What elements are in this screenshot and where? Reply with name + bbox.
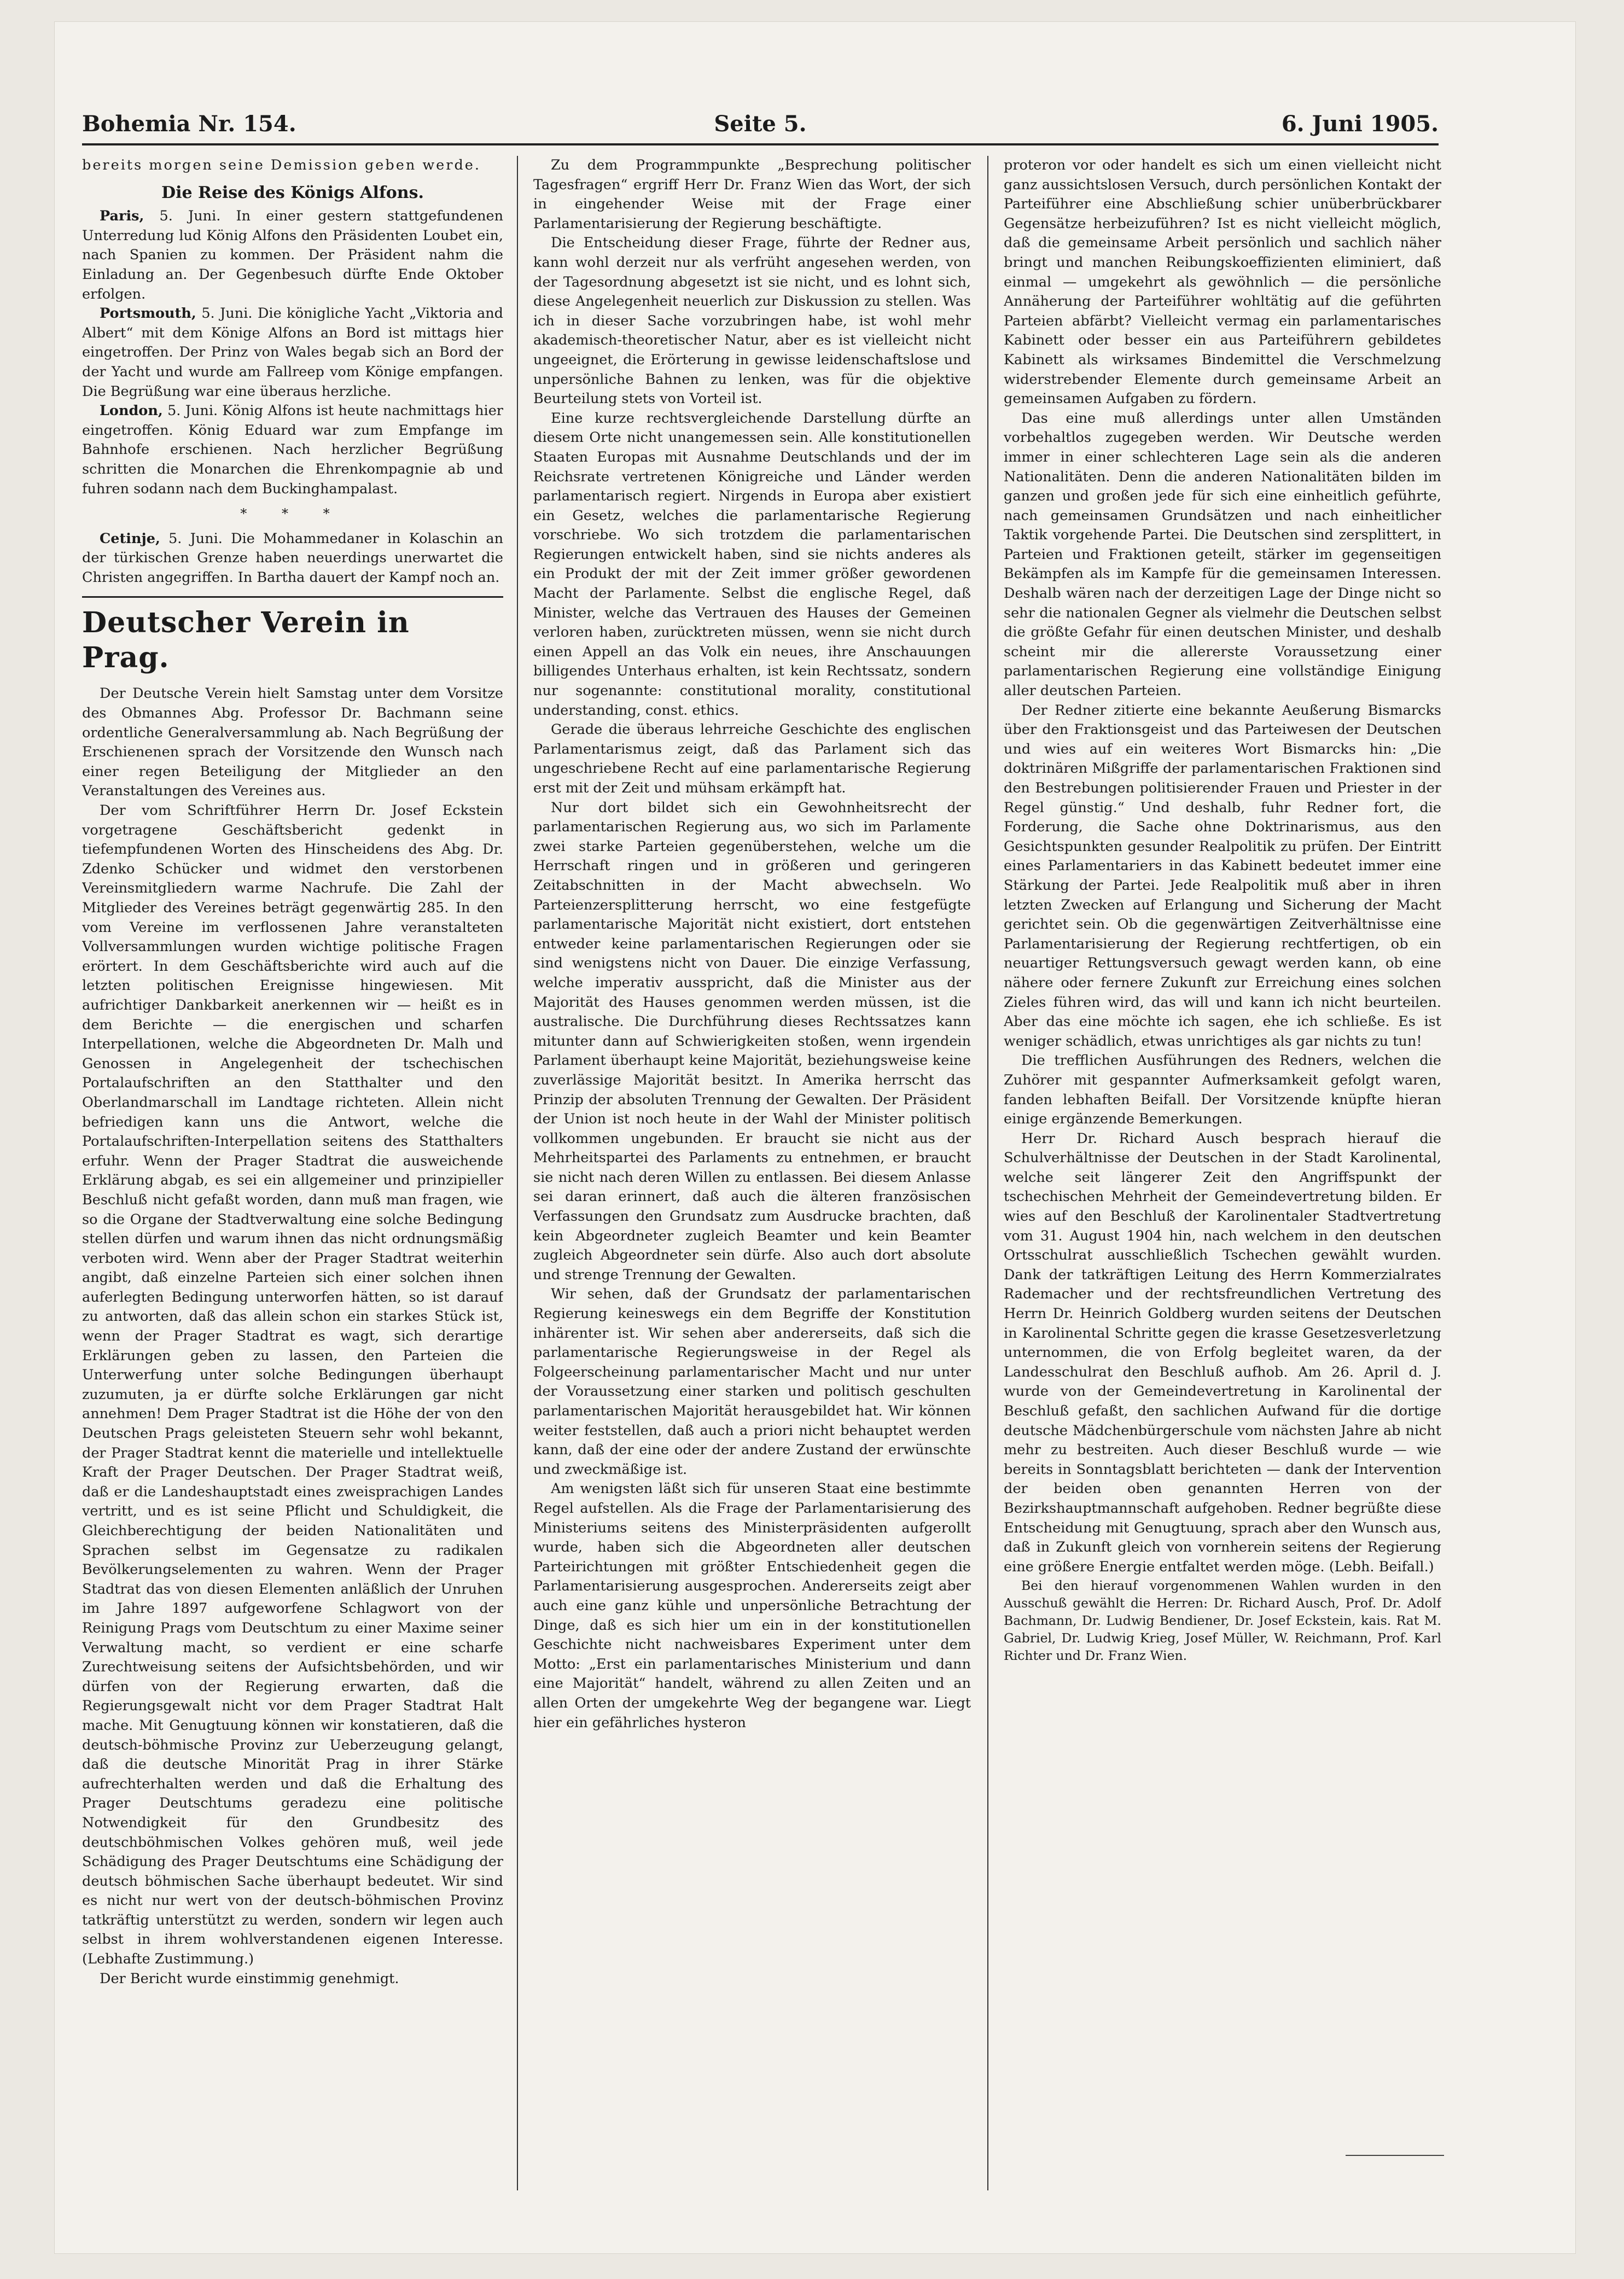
section-heading-alfons: Die Reise des Königs Alfons.	[161, 183, 424, 202]
column-3	[1004, 156, 1441, 2190]
news-item-london: London, 5. Juni. König Alfons ist heute nachmittags hier eingetroffen. König Eduard war zum Empfange im Bahnhofe erschienen. Nach herzlicher Begrüßung schritten die Monarchen die Ehrenkompagnie ab und fuhren sodann nach dem Buckinghampalast.	[82, 403, 503, 497]
article-paragraph: Gerade die überaus lehrreiche Geschichte des englischen Parlamentarismus zeigt, daß das Parlament sich das ungeschriebene Recht auf eine parlamentarische Regierung erst mit der Zeit und mühsam erkämpft hat.	[533, 721, 971, 796]
article-paragraph: Wir sehen, daß der Grundsatz der parlamentarischen Regierung keineswegs ein dem Begriffe der Konstitution inhärenter ist. Wir sehen aber andererseits, daß sich die parlamentarische Regierungsweise in der Regel als Folgeerscheinung parlamentarischer Macht und nur unter der Voraussetzung einer starken und politisch geschulten parlamentarischen Majorität herausgebildet hat. Wir können weiter feststellen, daß auch a priori nicht behauptet werden kann, daß der eine oder der andere Zustand der erwünschte und zweckmäßige ist.	[533, 1286, 971, 1478]
article-paragraph: Der Bericht wurde einstimmig genehmigt.	[100, 1970, 399, 1987]
continued-paragraph: bereits morgen seine Demission geben werde.	[82, 157, 481, 173]
article-title: Deutscher Verein in Prag.	[82, 606, 410, 675]
article-paragraph: proteron vor oder handelt es sich um einen vielleicht nicht ganz aussichtslosen Versuch, durch persönlichen Kontakt der Parteiführer eine Abschließung schier unüberbrückbarer Gegensätze herbeizuführen? Ist es nicht vielleicht möglich, daß die gemeinsame Arbeit persönlich und sachlich näher bringt und manchen Reibungskoeffizienten eliminiert, daß einmal — umgekehrt als gewöhnlich — die persönliche Annäherung der Parteiführer wohltätig auf die geführten Parteien abfärbt? Vielleicht vermag ein parlamentarisches Kabinett oder besser ein aus Parteiführern gebildetes Kabinett als wirksames Bindemittel die Verschmelzung widerstrebender Elemente durch gemeinsame Arbeit an gemeinsamen Aufgaben zu fördern.	[1004, 157, 1441, 407]
article-paragraph: Am wenigsten läßt sich für unseren Staat eine bestimmte Regel aufstellen. Als die Frage der Parlamentarisierung des Ministeriums seitens des Ministerpräsidenten aufgerollt wurde, haben sich die Abgeordneten aller deutschen Parteirichtungen mit größter Entschiedenheit gegen die Parlamentarisierung ausgesprochen. Andererseits zeigt aber auch eine ganz kühle und unpersönliche Betrachtung der Dinge, daß es sich hier um ein in der konstitutionellen Geschichte nicht nachweisbares Experiment unter dem Motto: „Erst ein parlamentarisches Ministerium und dann eine Majorität“ handelt, während zu allen Zeiten und an allen Orten der umgekehrte Weg der begangene war. Liegt hier ein gefährliches hysteron	[533, 1481, 971, 1731]
article-paragraph: Der Deutsche Verein hielt Samstag unter dem Vorsitze des Obmannes Abg. Professor Dr. Bachmann seine ordentliche Generalversammlung ab. Nach Begrüßung der Erschienenen sprach der Vorsitzende den Wunsch nach einer regen Beteiligung der Mitglieder an den Veranstaltungen des Vereines aus.	[82, 685, 503, 800]
article-paragraph: Der vom Schriftführer Herrn Dr. Josef Eckstein vorgetragene Geschäftsbericht gedenkt in tiefempfundenen Worten des Hinscheidens des Abg. Dr. Zdenko Schücker und widmet den verstorbenen Vereinsmitgliedern warme Nachrufe. Die Zahl der Mitglieder des Vereines beträgt gegenwärtig 285. In den vom Vereine im verflossenen Jahre veranstalteten Vollversammlungen wurden wichtige politische Fragen erörtert. In dem Geschäftsberichte wird auch auf die letzten politischen Ereignisse hingewiesen. Mit aufrichtiger Dankbarkeit anerkennen wir — heißt es in dem Berichte — die energischen und scharfen Interpellationen, welche die Abgeordneten Dr. Malh und Genossen in Angelegenheit der tschechischen Portalaufschriften an den Statthalter und den Oberlandmarschall im Landtage richteten. Allein nicht befriedigen kann uns die Antwort, welche die Portalaufschriften-Interpellation seitens des Statthalters erfuhr. Wenn der Prager Stadtrat die ausweichende Erklärung abgab, es sei ein allgemeiner und prinzipieller Beschluß nicht gefaßt worden, dann muß man fragen, wie so die Organe der Stadtverwaltung eine solche Bedingung stellen dürfen und warum ihnen das nicht ordnungsmäßig verboten wird. Wenn aber der Prager Stadtrat weiterhin angibt, daß einzelne Parteien sich einer solchen ihnen auferlegten Bedingung unterworfen hätten, so ist darauf zu antworten, daß das allein schon ein starkes Stück ist, wenn der Prager Stadtrat es wagt, sich derartige Erklärungen geben zu lassen, den Parteien die Unterwerfung unter solche Bedingungen überhaupt zuzumuten, ja er dürfte solche Erklärungen gar nicht annehmen! Dem Prager Stadtrat ist die Höhe der von den Deutschen Prags geleisteten Steuern sehr wohl bekannt, der Prager Stadtrat kennt die materielle und intellektuelle Kraft der Prager Deutschen. Der Prager Stadtrat weiß, daß er die Landeshauptstadt eines zweisprachigen Landes vertritt, und es ist seine Pflicht und Schuldigkeit, die Gleichberechtigung der beiden Nationalitäten und Sprachen selbst im Gegensatze zu radikalen Bevölkerungselementen zu wahren. Wenn der Prager Stadtrat das von diesen Elementen anläßlich der Unruhen im Jahre 1897 aufgeworfene Schlagwort von der Reinigung Prags vom Deutschtum zu einer Maxime seiner Verwaltung macht, so verdient er eine scharfe Zurechtweisung seitens der Aufsichtsbehörden, und wir dürfen von der Regierung erwarten, daß die Regierungsgewalt nicht vor dem Prager Stadtrat Halt mache. Mit Genugtuung können wir konstatieren, daß die deutsch-böhmische Provinz zur Ueberzeugung gelangt, daß die deutsche Minorität Prag in ihrer Stärke aufrechterhalten werden und daß die Erhaltung des Prager Deutschtums geradezu eine politische Notwendigkeit für den Grundbesitz des deutschböhmischen Volkes gehören muß, weil jede Schädigung des Prager Deutschtums eine Schädigung der deutsch böhmischen Sache überhaupt bedeutet. Wir sind es nicht nur wert von der deutsch-böhmischen Provinz tatkräftig unterstützt zu werden, sondern wir legen auch selbst in ihrem wohlverstandenen eigenen Interesse. (Lebhafte Zustimmung.)	[82, 802, 503, 1968]
article-paragraph-election: Bei den hierauf vorgenommenen Wahlen wurden in den Ausschuß gewählt die Herren: Dr. Richard Ausch, Prof. Dr. Adolf Bachmann, Dr. Ludwig Bendiener, Dr. Josef Eckstein, kais. Rat M. Gabriel, Dr. Ludwig Krieg, Josef Müller, W. Reichmann, Prof. Karl Richter und Dr. Franz Wien.	[1004, 1578, 1441, 1664]
column-divider	[987, 156, 988, 2190]
header-publication: Bohemia Nr. 154.	[82, 111, 296, 137]
article-paragraph: Herr Dr. Richard Ausch besprach hierauf die Schulverhältnisse der Deutschen in der Stadt Karolinental, welche seit längerer Zeit den Angriffspunkt der tschechischen Mehrheit der Gemeindevertretung bilden. Er wies auf den Beschluß der Karolinentaler Stadtvertretung vom 31. August 1904 hin, nach welchem in den deutschen Ortsschulrat ausschließlich Tschechen gewählt wurden. Dank der tatkräftigen Leitung des Herrn Kommerzialrates Rademacher und der rechtsfreundlichen Vertretung des Herrn Dr. Heinrich Goldberg wurden seitens der Deutschen in Karolinental Schritte gegen die krasse Gesetzesverletzung unternommen, die von Erfolg begleitet waren, da der Landesschulrat den Beschluß aufhob. Am 26. April d. J. wurde von der Gemeindevertretung in Karolinental der Beschluß gefaßt, den sachlichen Aufwand für die dortige deutsche Mädchenbürgerschule vom nächsten Jahre ab nicht mehr zu bestreiten. Auch dieser Beschluß wurde — wie bereits in Sonntagsblatt berichteten — dank der Intervention der beiden oben genannten Herren von der Bezirkshauptmannschaft aufgehoben. Redner begrüßte diese Entscheidung mit Genugtuung, sprach aber den Wunsch aus, daß in Zukunft gleich von vornherein seitens der Regierung eine größere Energie entfaltet werden möge. (Lebh. Beifall.)	[1004, 1130, 1441, 1575]
article-rule	[82, 596, 503, 598]
news-item-cetinje: Cetinje, 5. Juni. Die Mohammedaner in Kolaschin an der türkischen Grenze haben neuerdings unerwartet die Christen angegriffen. In Bartha dauert der Kampf noch an.	[82, 530, 503, 586]
column-2	[533, 156, 971, 2190]
header-rule	[82, 143, 1439, 145]
column-divider	[517, 156, 518, 2190]
article-paragraph: Zu dem Programmpunkte „Besprechung politischer Tagesfragen“ ergriff Herr Dr. Franz Wien das Wort, der sich in eingehender Weise mit der Frage einer Parlamentarisierung der Regierung beschäftigte.	[533, 157, 971, 232]
column-1	[82, 156, 503, 2190]
page-header	[82, 107, 1439, 145]
news-item-portsmouth: Portsmouth, 5. Juni. Die königliche Yacht „Viktoria and Albert“ mit dem Könige Alfons an Bord ist mittags hier eingetroffen. Der Prinz von Wales begab sich an Bord der der Yacht und wurde am Fallreep vom Könige empfangen. Die Begrüßung war eine überaus herzliche.	[82, 305, 503, 400]
article-paragraph: Nur dort bildet sich ein Gewohnheitsrecht der parlamentarischen Regierung aus, wo sich im Parlamente zwei starke Parteien gegenüberstehen, welche um die Herrschaft ringen und in größeren und geringeren Zeitabschnitten in der Macht abwechseln. Wo Parteienzersplitterung herrscht, wo eine festgefügte parlamentarische Majorität nicht existiert, dort entstehen entweder keine parlamentarischen Regierungen oder sie sind wenigstens nicht von Dauer. Die einzige Verfassung, welche imperativ ausspricht, daß die Minister aus der Majorität des Hauses genommen werden müssen, ist die australische. Die Durchführung dieses Rechtssatzes kann mitunter dann auf Schwierigkeiten stoßen, wenn irgendein Parlament überhaupt keine Majorität, beziehungsweise keine zuverlässige Majorität besitzt. In Amerika herrscht das Prinzip der absoluten Trennung der Gewalten. Der Präsident der Union ist noch heute in der Wahl der Minister politisch vollkommen ungebunden. Er braucht sie nicht aus der Mehrheitspartei des Parlaments zu entnehmen, er braucht sie nicht nach deren Willen zu entlassen. Bei diesem Anlasse sei daran erinnert, daß auch die älteren französischen Verfassungen den Grundsatz zum Ausdrucke brachten, daß kein Abgeordneter zugleich Beamter und kein Beamter zugleich Abgeordneter sein dürfe. Also auch dort absolute und strenge Trennung der Gewalten.	[533, 799, 971, 1283]
article-paragraph: Die Entscheidung dieser Frage, führte der Redner aus, kann wohl derzeit nur als verfrüht angesehen werden, von der Tagesordnung abgesetzt ist sie nicht, und es lohnt sich, diese Angelegenheit neuerlich zur Diskussion zu stellen. Was ich in dieser Sache vorzubringen habe, ist wohl mehr akademisch-theoretischer Natur, aber es ist vielleicht nicht ungeeignet, die Erörterung in gewisse leidenschaftslose und unpersönliche Bahnen zu lenken, was für die objektive Beurteilung stets von Vorteil ist.	[533, 235, 971, 407]
end-rule	[1346, 2155, 1444, 2156]
article-paragraph: Die trefflichen Ausführungen des Redners, welchen die Zuhörer mit gespannter Aufmerksamkeit gefolgt waren, fanden lebhaften Beifall. Der Vorsitzende knüpfte hieran einige ergänzende Bemerkungen.	[1004, 1052, 1441, 1128]
article-paragraph: Eine kurze rechtsvergleichende Darstellung dürfte an diesem Orte nicht unangemessen sein. Alle konstitutionellen Staaten Europas mit Ausnahme Deutschlands und der im Reichsrate vertretenen Königreiche und Länder werden parlamentarisch regiert. Nirgends in Europa aber existiert ein Gesetz, welches die parlamentarische Regierung vorschriebe. Wo sich trotzdem die parlamentarischen Regierungen entwickelt haben, sind sie nichts anderes als ein Produkt der mit der Zeit immer größer gewordenen Macht der Parlamente. Selbst die englische Regel, daß Minister, welche das Vertrauen des Hauses der Gemeinen verloren haben, zurücktreten müssen, wenn sie nicht durch einen Appell an das Volk ein neues, ihre Anschauungen billigendes Unterhaus erhalten, ist kein Rechtssatz, sondern nur sogenannte: constitutional morality, constitutional understanding, const. ethics.	[533, 410, 971, 719]
header-date: 6. Juni 1905.	[1281, 111, 1439, 137]
article-paragraph: Das eine muß allerdings unter allen Umständen vorbehaltlos zugegeben werden. Wir Deutsche werden immer in einer schlechteren Lage sein als die anderen Nationalitäten. Denn die anderen Nationalitäten bilden im ganzen und großen jede für sich eine einheitlich geführte, nach gemeinsamen Grundsätzen und nach einheitlicher Taktik vorgehende Partei. Die Deutschen sind zersplittert, in Parteien und Fraktionen geteilt, stärker im gegenseitigen Bekämpfen als im Kampfe für die gemeinsamen Interessen. Deshalb wären nach der derzeitigen Lage der Dinge nicht so sehr die nationalen Gegner als vielmehr die Deutschen selbst die größte Gefahr für einen deutschen Minister, und deshalb scheint mir die allererste Voraussetzung einer parlamentarischen Regierung eine vollständige Einigung aller deutschen Parteien.	[1004, 410, 1441, 700]
news-item-paris: Paris, 5. Juni. In einer gestern stattgefundenen Unterredung lud König Alfons den Präsidenten Loubet ein, nach Spanien zu kommen. Der Präsident nahm die Einladung an. Der Gegenbesuch dürfte Ende Oktober erfolgen.	[82, 208, 503, 302]
article-paragraph: Der Redner zitierte eine bekannte Aeußerung Bismarcks über den Fraktionsgeist und das Parteiwesen der Deutschen und wies auf ein weiteres Wort Bismarcks hin: „Die doktrinären Mißgriffe der parlamentarischen Fraktionen sind den Bestrebungen politisierender Frauen und Priester in der Regel günstig.“ Und deshalb, fuhr Redner fort, die Forderung, die Sache ohne Doktrinarismus, aus den Gesichtspunkten gesunder Realpolitik zu prüfen. Der Eintritt eines Parlamentariers in das Kabinett bedeutet immer eine Stärkung der Partei. Jede Realpolitik muß aber in ihren letzten Zwecken auf Erlangung und Sicherung der Macht gerichtet sein. Ob die gegenwärtigen Zeitverhältnisse eine Parlamentarisierung der Regierung rechtfertigen, ob ein neuartiger Rettungsversuch gewagt werden kann, ob eine nähere oder fernere Zukunft zur Erreichung eines solchen Zieles führen wird, das will und kann ich nicht beurteilen. Aber das eine möchte ich sagen, ehe ich schließe. Es ist weniger schädlich, etwas unrichtiges als gar nichts zu tun!	[1004, 702, 1441, 1050]
section-separator: * * *	[240, 506, 345, 522]
header-page-number: Seite 5.	[714, 111, 807, 137]
